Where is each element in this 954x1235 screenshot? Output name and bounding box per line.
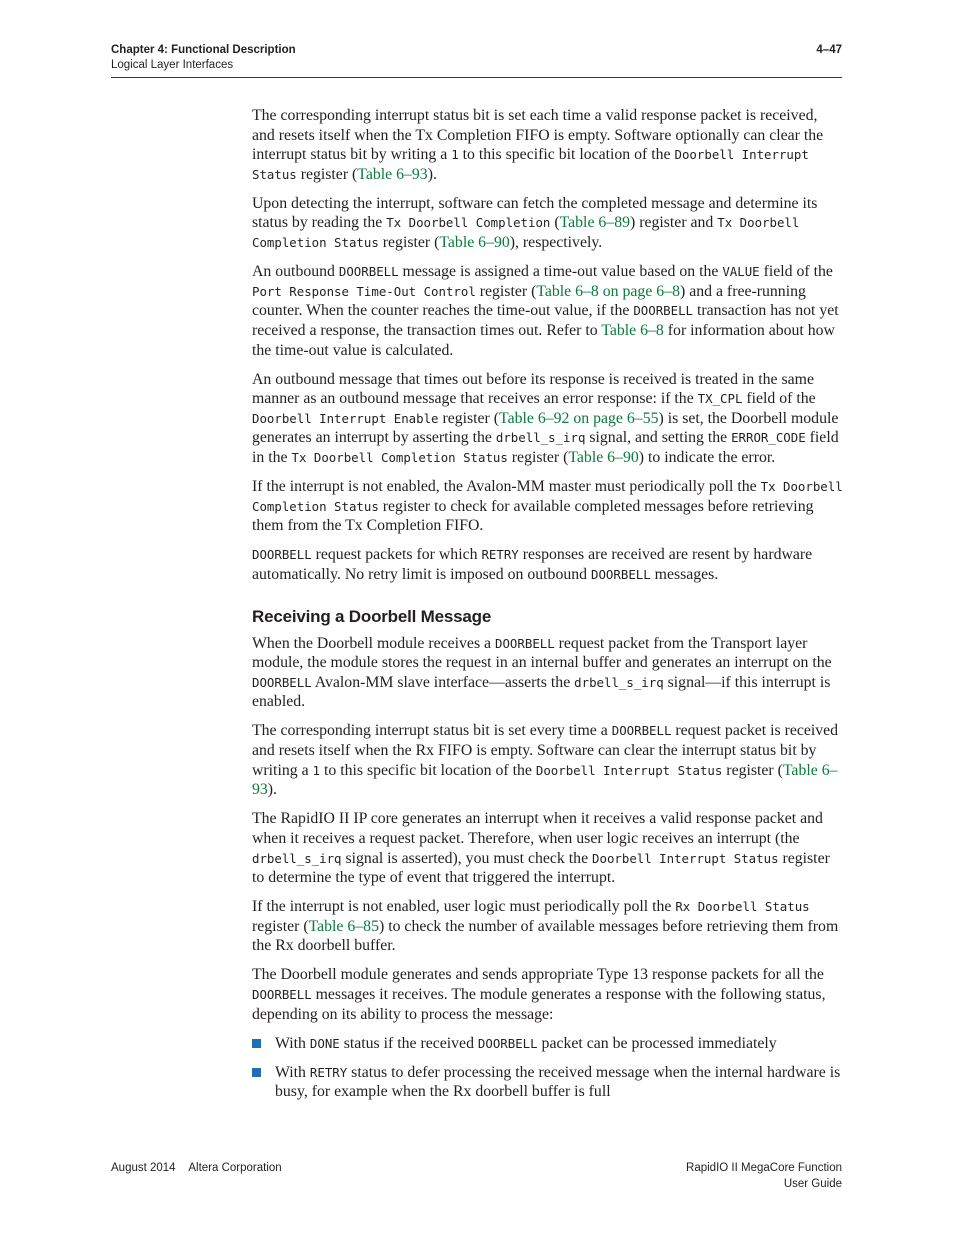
paragraph: When the Doorbell module receives a DOORBELL request packet from the Transport layer module, the module stores the request in an internal buffer and generates an interrupt on the DOORBELL Avalon-MM slave interface—asserts the drbell_s_irq signal—if this interrupt is enabled. <box>252 634 832 711</box>
paragraph: The corresponding interrupt status bit is set each time a valid response packet is received, and resets itself when the Tx Completion FIFO is empty. Software optionally can clear the interrupt status bit by writing a 1 to this specific bit location of the Doorbell Interrupt Status register (Table 6–93). <box>252 107 824 183</box>
code-text: DOORBELL <box>338 264 399 280</box>
code-text: RETRY <box>481 547 519 563</box>
table-link[interactable]: Table 6–92 on page 6–55 <box>499 409 659 427</box>
code-text: Tx Doorbell Completion Status <box>252 215 800 251</box>
page-footer <box>111 1160 842 1190</box>
code-text: DONE <box>309 1035 340 1051</box>
paragraph: DOORBELL request packets for which RETRY responses are received are resent by hardware automatically. No retry limit is imposed on outbound DOORBELL messages. <box>252 546 813 583</box>
code-text: DOORBELL <box>591 566 651 582</box>
bullet-list <box>252 1034 844 1102</box>
paragraph: If the interrupt is not enabled, user logic must periodically poll the Rx Doorbell Status register (Table 6–85) to check the number of available messages before retrieving them from the Rx doorbell buffer. <box>252 898 839 955</box>
code-text: drbell_s_irq <box>574 674 664 690</box>
paragraph: An outbound message that times out before its response is received is treated in the same manner as an outbound message that receives an error response: if the TX_CPL field of the Doorbell Interrupt Enable register (Table 6–92 on page 6–55) is set, the Doorbell module generates an interrupt by asserting the drbell_s_irq signal, and setting the ERROR_CODE field in the Tx Doorbell Completion Status register (Table 6–90) to indicate the error. <box>252 370 839 466</box>
code-text: Tx Doorbell Completion Status <box>291 450 508 465</box>
paragraph: Upon detecting the interrupt, software can fetch the completed message and determine its status by reading the Tx Doorbell Completion (Table 6–89) register and Tx Doorbell Completion Status register (Table 6–90), respectively. <box>252 194 818 252</box>
code-text: Tx Doorbell Completion <box>386 215 551 231</box>
footer-date: August 2014 <box>111 1162 176 1174</box>
code-text: VALUE <box>722 264 760 280</box>
footer-doc-title: RapidIO II MegaCore Function <box>686 1162 842 1174</box>
code-text: 1 <box>451 147 459 163</box>
page-header <box>111 43 842 73</box>
body-content <box>252 106 844 1112</box>
table-link[interactable]: Table 6–85 <box>308 917 379 935</box>
table-link[interactable]: Table 6–90 <box>568 449 639 466</box>
header-rule <box>111 77 842 78</box>
code-text: drbell_s_irq <box>495 430 586 446</box>
square-bullet-icon <box>252 1068 261 1077</box>
code-text: Rx Doorbell Status <box>675 899 810 915</box>
section-heading: Receiving a Doorbell Message <box>252 606 492 626</box>
footer-right <box>686 1160 842 1192</box>
code-text: DOORBELL <box>477 1035 538 1051</box>
table-link[interactable]: Table 6–89 <box>559 214 630 232</box>
code-text: Doorbell Interrupt Status <box>535 762 723 778</box>
code-text: drbell_s_irq <box>252 850 342 866</box>
code-text: DOORBELL <box>633 303 694 319</box>
chapter-title: Chapter 4: Functional Description <box>111 44 296 56</box>
table-link[interactable]: Table 6–8 on page 6–8 <box>536 282 680 300</box>
square-bullet-icon <box>252 1039 261 1048</box>
section-title: Logical Layer Interfaces <box>111 59 234 71</box>
code-text: RETRY <box>309 1064 348 1080</box>
table-link[interactable]: Table 6–90 <box>439 234 510 252</box>
code-text: DOORBELL <box>611 723 672 739</box>
code-text: ERROR_CODE <box>731 430 806 446</box>
paragraph: If the interrupt is not enabled, the Avalon-MM master must periodically poll the Tx Doorbell Completion Status register to check for available completed messages before retrieving them from the Tx Completion FIFO. <box>252 478 843 535</box>
code-text: Doorbell Interrupt Status <box>252 147 809 182</box>
code-text: DOORBELL <box>252 987 312 1003</box>
table-link[interactable]: Table 6–93 <box>357 165 428 183</box>
table-link[interactable]: Table 6–93 <box>252 761 838 799</box>
paragraph: The Doorbell module generates and sends appropriate Type 13 response packets for all the DOORBELL messages it receives. The module generates a response with the following status, depending on its ability to process the message: <box>252 966 826 1023</box>
code-text: 1 <box>312 762 321 778</box>
code-text: DOORBELL <box>252 547 312 563</box>
list-item: With RETRY status to defer processing the received message when the internal hardware is busy, for example when the Rx doorbell buffer is full <box>252 1063 844 1102</box>
code-text: DOORBELL <box>495 635 555 651</box>
code-text: Port Response Time-Out Control <box>252 283 476 299</box>
code-text: Doorbell Interrupt Status <box>592 850 779 866</box>
code-text: TX_CPL <box>697 391 743 407</box>
code-text: Doorbell Interrupt Enable <box>252 410 439 426</box>
footer-doc-subtitle: User Guide <box>783 1178 842 1190</box>
paragraph: An outbound DOORBELL message is assigned a time-out value based on the VALUE field of the Port Response Time-Out Control register (Table 6–8 on page 6–8) and a free-running counter. When the counter reaches the time-out value, if the DOORBELL transaction has not yet received a response, the transaction times out. Refer to Table 6–8 for information about how the time-out value is calculated. <box>252 263 839 359</box>
table-link[interactable]: Table 6–8 <box>601 321 664 339</box>
footer-company: Altera Corporation <box>188 1162 282 1174</box>
code-text: Tx Doorbell Completion Status <box>252 479 843 514</box>
paragraph: The corresponding interrupt status bit is set every time a DOORBELL request packet is received and resets itself when the Rx FIFO is empty. Software can clear the interrupt status bit by writing a 1 to this specific bit location of the Doorbell Interrupt Status register (Table 6–93). <box>252 722 839 799</box>
page-number: 4–47 <box>816 44 842 56</box>
paragraph: The RapidIO II IP core generates an interrupt when it receives a valid response packet and when it receives a request packet. Therefore, when user logic receives an interrupt (the drbell_s_irq signal is asserted), you must check the Doorbell Interrupt Status register to determine the type of event that triggered the interrupt. <box>252 810 830 887</box>
code-text: DOORBELL <box>252 674 312 690</box>
list-item: With DONE status if the received DOORBELL packet can be processed immediately <box>252 1034 844 1054</box>
